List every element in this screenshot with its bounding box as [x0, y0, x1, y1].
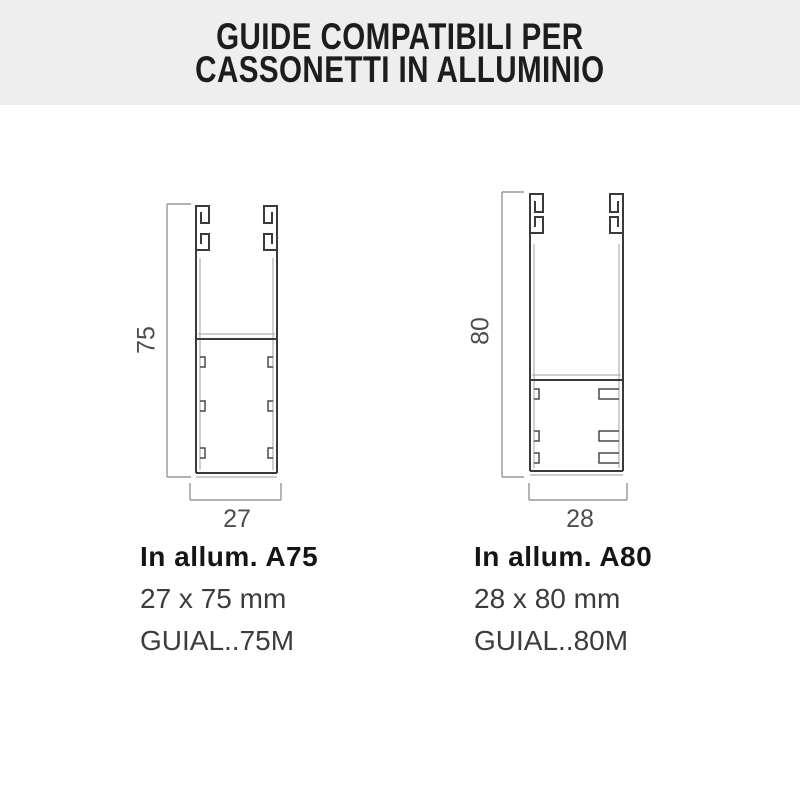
page-title-line2: CASSONETTI IN ALLUMINIO	[195, 48, 605, 90]
a80-notches	[534, 389, 619, 463]
a75-right-top-hook	[264, 206, 277, 223]
product-code-a80: GUIAL..80M	[474, 625, 629, 656]
page-title-line1: GUIDE COMPATIBILI PER	[216, 15, 584, 57]
a80-left-second-hook	[530, 217, 543, 233]
a80-right-second-hook	[610, 217, 623, 233]
a75-outline	[196, 205, 277, 473]
a75-width-dimension	[190, 483, 281, 500]
a80-left-top-hook	[530, 194, 543, 212]
profile-a80-drawing	[467, 192, 627, 533]
a75-notches	[200, 357, 273, 458]
a80-height-dimension-label: 80	[466, 317, 495, 345]
profile-a75-drawing	[133, 204, 281, 533]
product-info-a80	[474, 543, 652, 655]
a75-left-top-hook	[196, 206, 209, 223]
product-info-a75	[140, 543, 318, 655]
a75-inner-lines	[196, 258, 277, 477]
a80-snap-fin	[599, 453, 619, 463]
product-title-a75: In allum. A75	[140, 541, 319, 572]
a75-left-second-hook	[196, 234, 209, 250]
a80-right-top-hook	[610, 194, 623, 212]
a75-height-dimension	[167, 204, 191, 477]
product-title-a80: In allum. A80	[474, 541, 653, 572]
a80-width-dimension-label: 28	[566, 505, 594, 533]
a80-height-dimension	[502, 192, 524, 477]
a80-width-dimension	[529, 483, 627, 500]
a75-width-dimension-label: 27	[223, 505, 251, 533]
product-size-a75: 27 x 75 mm	[140, 583, 287, 614]
a75-height-dimension-label: 75	[132, 326, 161, 354]
a80-outline	[530, 193, 623, 471]
a80-snap-fin	[599, 389, 619, 399]
product-size-a80: 28 x 80 mm	[474, 583, 621, 614]
a80-snap-fin	[599, 431, 619, 441]
product-code-a75: GUIAL..75M	[140, 625, 295, 656]
a75-right-second-hook	[264, 234, 277, 250]
